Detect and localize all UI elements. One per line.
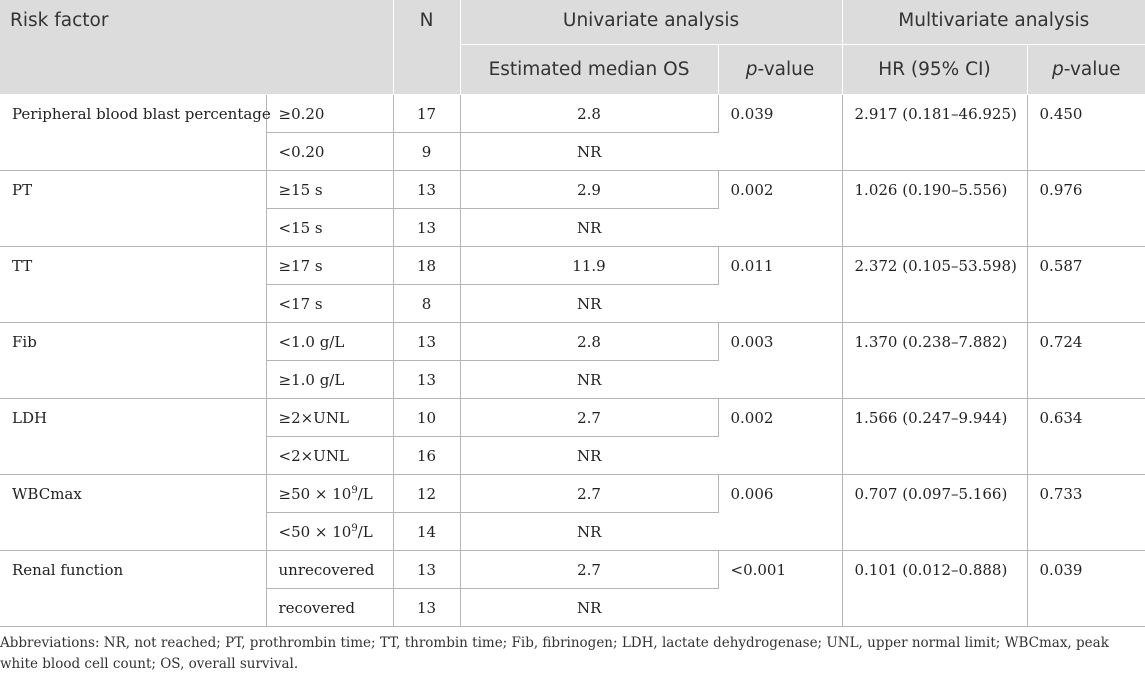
p-italic: p (1052, 58, 1064, 80)
median-os-cell: 2.8 (460, 94, 718, 132)
hazard-ratio-cell: 0.707 (0.097–5.166) (842, 474, 1027, 550)
level-cell (266, 322, 393, 360)
n-cell: 8 (393, 284, 460, 322)
risk-factor-cell: LDH (0, 398, 266, 474)
level-text: <15 s (278, 218, 323, 237)
univariate-p-cell: 0.003 (718, 322, 842, 398)
risk-factor-cell: Renal function (0, 550, 266, 626)
p-value-suffix: -value (1063, 58, 1121, 80)
level-text: <17 s (278, 294, 323, 313)
median-os-cell: NR (460, 512, 718, 550)
header-multivariate: Multivariate analysis (842, 0, 1145, 44)
header-hr-ci: HR (95% CI) (842, 44, 1027, 94)
n-cell: 10 (393, 398, 460, 436)
hazard-ratio-cell: 1.370 (0.238–7.882) (842, 322, 1027, 398)
multivariate-p-cell: 0.634 (1027, 398, 1145, 474)
hazard-ratio-cell: 2.372 (0.105–53.598) (842, 246, 1027, 322)
level-text: ≥17 s (278, 256, 323, 275)
n-cell: 13 (393, 208, 460, 246)
level-cell (266, 284, 393, 322)
median-os-cell: 2.8 (460, 322, 718, 360)
level-text: ≥1.0 g/L (278, 370, 345, 389)
table-row (0, 398, 1145, 436)
univariate-p-cell: 0.002 (718, 398, 842, 474)
univariate-p-cell: 0.006 (718, 474, 842, 550)
n-cell: 13 (393, 170, 460, 208)
median-os-cell: 2.7 (460, 398, 718, 436)
level-text: recovered (278, 598, 355, 617)
n-cell: 13 (393, 550, 460, 588)
level-cell (266, 170, 393, 208)
n-cell: 13 (393, 322, 460, 360)
header-multivariate-p-value (1027, 44, 1145, 94)
header-risk-factor: Risk factor (0, 0, 393, 94)
level-cell (266, 436, 393, 474)
n-cell: 9 (393, 132, 460, 170)
median-os-cell: 2.9 (460, 170, 718, 208)
n-cell: 13 (393, 360, 460, 398)
level-cell (266, 588, 393, 626)
level-cell (266, 550, 393, 588)
hazard-ratio-cell: 2.917 (0.181–46.925) (842, 94, 1027, 170)
table-row (0, 246, 1145, 284)
level-cell (266, 512, 393, 550)
median-os-cell: NR (460, 436, 718, 474)
level-text: ≥15 s (278, 180, 323, 199)
table-row (0, 170, 1145, 208)
level-superscript: 9 (351, 484, 358, 496)
risk-factor-cell: TT (0, 246, 266, 322)
level-cell (266, 94, 393, 132)
multivariate-p-cell: 0.724 (1027, 322, 1145, 398)
risk-factor-cell: Fib (0, 322, 266, 398)
table-row (0, 550, 1145, 588)
median-os-cell: NR (460, 360, 718, 398)
p-value-suffix: -value (757, 58, 815, 80)
table-header (0, 0, 1145, 94)
n-cell: 17 (393, 94, 460, 132)
univariate-p-cell: 0.002 (718, 170, 842, 246)
univariate-p-cell: 0.039 (718, 94, 842, 170)
level-text: <2×UNL (278, 446, 349, 465)
level-superscript: 9 (351, 522, 358, 534)
median-os-cell: NR (460, 588, 718, 626)
level-cell (266, 360, 393, 398)
risk-factor-cell: PT (0, 170, 266, 246)
risk-factor-cell: Peripheral blood blast percentage (0, 94, 266, 170)
median-os-cell: NR (460, 284, 718, 322)
level-unit: /L (357, 484, 373, 503)
table-row (0, 94, 1145, 132)
multivariate-p-cell: 0.587 (1027, 246, 1145, 322)
n-cell: 14 (393, 512, 460, 550)
table-row (0, 474, 1145, 512)
header-estimated-median-os: Estimated median OS (460, 44, 718, 94)
level-cell (266, 132, 393, 170)
header-univariate-p-value (718, 44, 842, 94)
table-body (0, 94, 1145, 626)
n-cell: 12 (393, 474, 460, 512)
level-cell (266, 246, 393, 284)
level-text: <50 × 10 (278, 522, 352, 541)
level-unit: /L (357, 522, 373, 541)
level-cell (266, 474, 393, 512)
level-text: ≥0.20 (278, 104, 325, 123)
hazard-ratio-cell: 0.101 (0.012–0.888) (842, 550, 1027, 626)
table-footnote: Abbreviations: NR, not reached; PT, prothrombin time; TT, thrombin time; Fib, fibrinogen; LDH, lactate dehydrogenase; UNL, upper normal limit; WBCmax, peak white blood cell count; OS, overall survival. (0, 635, 1109, 672)
univariate-p-cell: 0.011 (718, 246, 842, 322)
level-text: ≥2×UNL (278, 408, 349, 427)
median-os-cell: NR (460, 132, 718, 170)
header-n: N (393, 0, 460, 94)
univariate-p-cell: <0.001 (718, 550, 842, 626)
level-cell (266, 208, 393, 246)
n-cell: 16 (393, 436, 460, 474)
multivariate-p-cell: 0.733 (1027, 474, 1145, 550)
risk-factor-cell: WBCmax (0, 474, 266, 550)
level-text: ≥50 × 10 (278, 484, 352, 503)
median-os-cell: 2.7 (460, 550, 718, 588)
level-text: unrecovered (278, 560, 375, 579)
n-cell: 18 (393, 246, 460, 284)
median-os-cell: 2.7 (460, 474, 718, 512)
multivariate-p-cell: 0.039 (1027, 550, 1145, 626)
level-text: <1.0 g/L (278, 332, 345, 351)
median-os-cell: 11.9 (460, 246, 718, 284)
multivariate-p-cell: 0.450 (1027, 94, 1145, 170)
header-univariate: Univariate analysis (460, 0, 842, 44)
hazard-ratio-cell: 1.026 (0.190–5.556) (842, 170, 1027, 246)
p-italic: p (745, 58, 758, 80)
table-row (0, 322, 1145, 360)
level-cell (266, 398, 393, 436)
level-text: <0.20 (278, 142, 325, 161)
multivariate-p-cell: 0.976 (1027, 170, 1145, 246)
median-os-cell: NR (460, 208, 718, 246)
hazard-ratio-cell: 1.566 (0.247–9.944) (842, 398, 1027, 474)
n-cell: 13 (393, 588, 460, 626)
